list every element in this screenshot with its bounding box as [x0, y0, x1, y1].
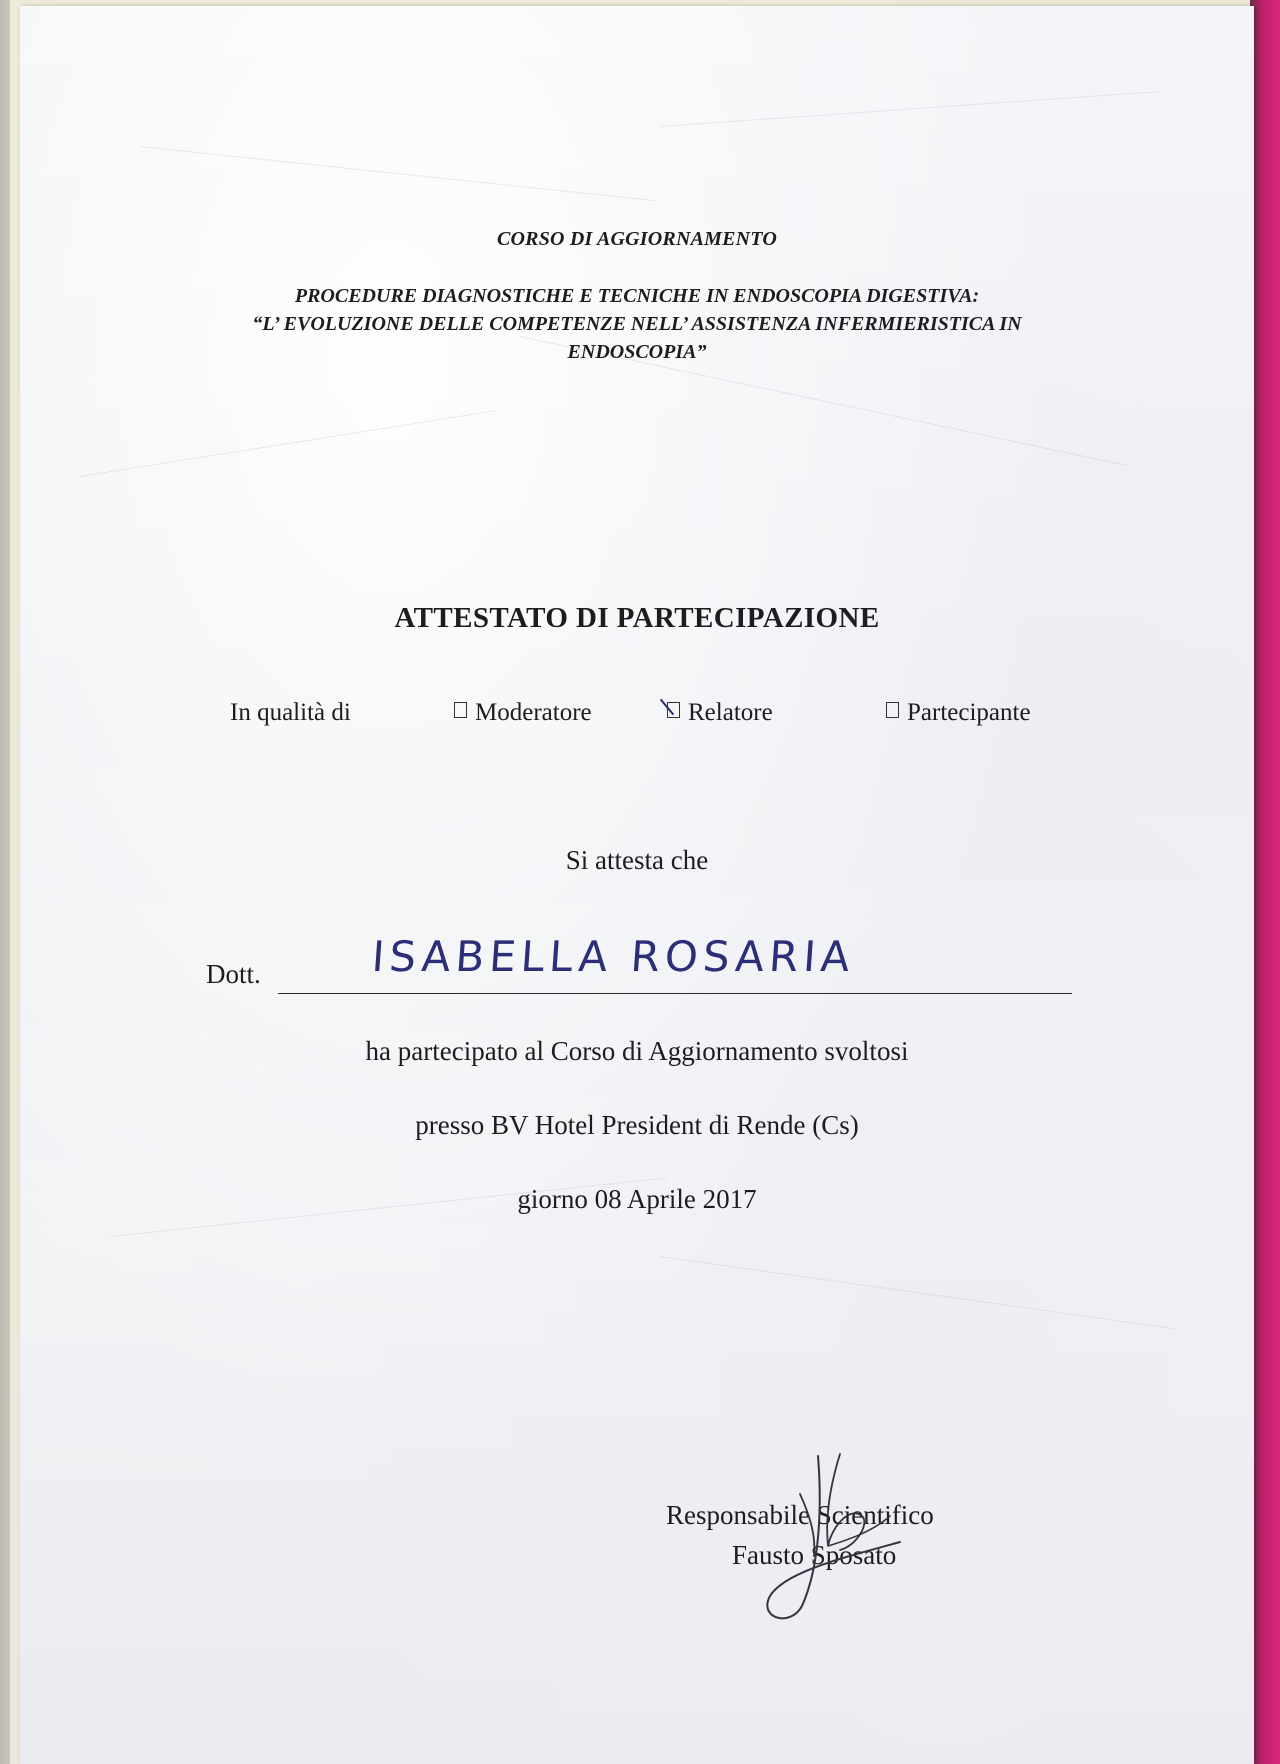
course-heading: CORSO DI AGGIORNAMENTO [496, 228, 777, 250]
paper-crease [660, 1256, 1175, 1329]
participation-text: ha partecipato al Corso di Aggiornamento svoltosi [365, 1036, 909, 1066]
paper-crease [80, 410, 495, 477]
certificate-sheet [20, 6, 1254, 1764]
role-option-label: Moderatore [475, 699, 592, 726]
course-title-line: ENDOSCOPIA” [567, 341, 707, 363]
name-underline [278, 993, 1072, 994]
checkbox-relatore-checked [667, 702, 680, 718]
handwritten-name: ISABELLA ROSARIA [370, 932, 857, 981]
role-option-label: Relatore [688, 699, 773, 726]
folder-edge [1250, 0, 1280, 1764]
course-title-line: “L’ EVOLUZIONE DELLE COMPETENZE NELL’ ASSISTENZA INFERMIERISTICA IN [252, 313, 1022, 335]
signatory-name: Fausto Sposato [732, 1540, 897, 1570]
name-row [20, 926, 1254, 996]
paper-crease [660, 91, 1159, 127]
role-option-partecipante [886, 699, 1031, 727]
checkbox-partecipante [886, 702, 899, 718]
checkbox-moderatore [454, 702, 467, 718]
role-label: In qualità di [230, 699, 351, 726]
role-option-label: Partecipante [907, 699, 1031, 726]
role-option-relatore [667, 699, 773, 727]
certificate-title: ATTESTATO DI PARTECIPAZIONE [394, 602, 880, 634]
role-selection [20, 699, 1254, 739]
role-option-moderatore [454, 699, 592, 727]
name-prefix: Dott. [206, 959, 261, 989]
handwritten-signature [730, 1446, 950, 1626]
date-text: giorno 08 Aprile 2017 [517, 1184, 757, 1214]
location-text: presso BV Hotel President di Rende (Cs) [415, 1110, 859, 1140]
course-title-line: PROCEDURE DIAGNOSTICHE E TECNICHE IN ENDOSCOPIA DIGESTIVA: [294, 285, 980, 307]
course-title [20, 282, 1254, 366]
signatory-role: Responsabile Scientifico [666, 1500, 934, 1530]
attest-phrase: Si attesta che [565, 845, 709, 875]
paper-crease [140, 146, 657, 201]
